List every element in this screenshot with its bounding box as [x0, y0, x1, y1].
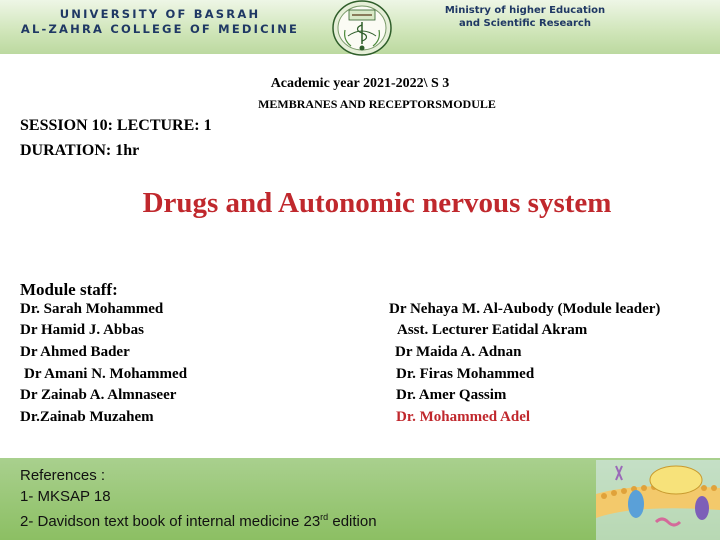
- lecture-title: Drugs and Autonomic nervous system: [142, 187, 612, 219]
- references-list: [20, 466, 377, 533]
- staff-right-item: Dr. Firas Mohammed: [396, 366, 535, 382]
- reference-item: 1- MKSAP 18: [20, 487, 111, 505]
- reference-item: 2- Davidson text book of internal medicine 23rd edition: [20, 512, 377, 530]
- header-banner: [0, 0, 720, 54]
- ministry-name: Ministry of higher Education and Scientific Research: [444, 5, 606, 29]
- staff-right-item: Dr. Amer Qassim: [396, 387, 507, 403]
- staff-left-item: Dr Ahmed Bader: [20, 344, 130, 360]
- university-name: UNIVERSITY OF BASRAH: [59, 7, 261, 21]
- staff-right-item: Asst. Lecturer Eatidal Akram: [397, 322, 588, 338]
- staff-left-item: Dr Amani N. Mohammed: [24, 366, 188, 382]
- staff-left-item: Dr Zainab A. Almnaseer: [20, 387, 177, 403]
- references-heading: References :: [20, 467, 106, 484]
- staff-left-item: Dr. Sarah Mohammed: [20, 301, 164, 317]
- staff-right-item-highlight: Dr. Mohammed Adel: [396, 409, 531, 425]
- staff-left-item: Dr Hamid J. Abbas: [20, 322, 144, 338]
- session-label: SESSION 10: LECTURE: 1: [20, 117, 212, 134]
- academic-year: Academic year 2021-2022\ S 3: [270, 76, 450, 91]
- staff-right-item: Dr Nehaya M. Al-Aubody (Module leader): [389, 301, 661, 317]
- staff-right-item: Dr Maida A. Adnan: [395, 344, 522, 360]
- college-name: AL-ZAHRA COLLEGE OF MEDICINE: [20, 22, 300, 36]
- staff-heading: Module staff:: [20, 280, 118, 299]
- cell-membrane-icon: [596, 460, 720, 540]
- staff-left-item: Dr.Zainab Muzahem: [20, 409, 154, 425]
- duration-label: DURATION: 1hr: [20, 142, 140, 159]
- module-name: MEMBRANES AND RECEPTORSMODULE: [258, 97, 496, 111]
- college-seal-icon: [331, 0, 393, 56]
